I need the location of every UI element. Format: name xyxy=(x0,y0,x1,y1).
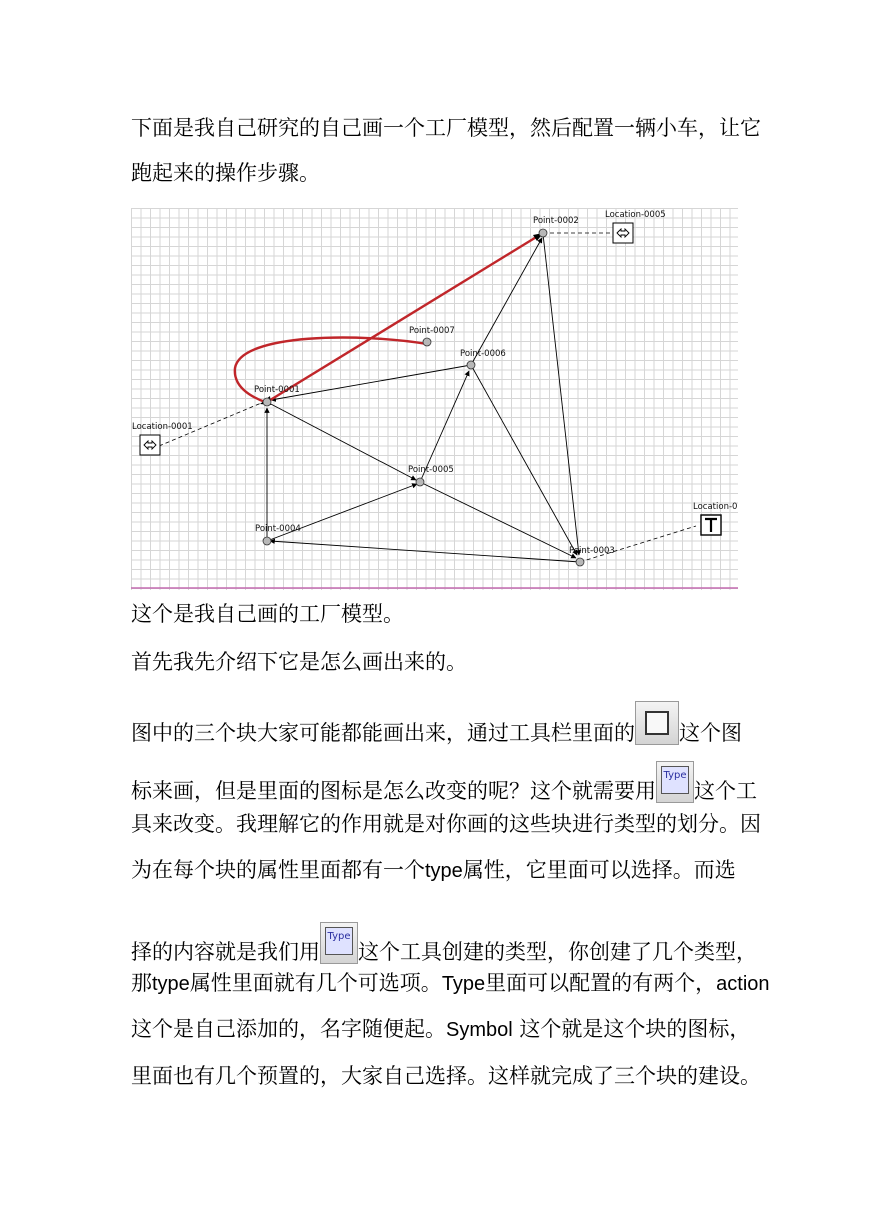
p3-line-3: 具来改变。我理解它的作用就是对你画的这些块进行类型的划分。因 xyxy=(131,812,761,836)
type-tool-label: Type xyxy=(661,766,689,794)
label-point-0001: Point-0001 xyxy=(254,385,300,395)
p3-line-2-text-b: 这个工 xyxy=(694,779,757,803)
location-0001-icon xyxy=(140,435,160,455)
figure-caption: 这个是我自己画的工厂模型。 xyxy=(131,602,404,626)
p3-line-6-text-c: 里面可以配置的有两个， xyxy=(485,971,717,995)
point-0007 xyxy=(423,338,431,346)
factory-model-svg xyxy=(131,208,738,590)
p3-line-5-text-a: 择的内容就是我们用 xyxy=(131,940,320,964)
label-point-0003: Point-0003 xyxy=(569,546,615,556)
point-0001 xyxy=(263,398,271,406)
p3-line-7-text-b: 这个就是这个块的图标， xyxy=(512,1017,751,1041)
block-tool-icon xyxy=(635,701,679,745)
path-p6-p2 xyxy=(471,238,542,365)
label-point-0004: Point-0004 xyxy=(255,524,301,534)
point-0003 xyxy=(576,558,584,566)
label-location-0001: Location-0001 xyxy=(132,422,193,432)
type-tool-icon-2 xyxy=(320,922,358,964)
type-tool-label-2: Type xyxy=(325,927,353,955)
p3-line-4-text-b: 属性，它里面可以选择。而选 xyxy=(462,858,736,882)
path-p2-p3 xyxy=(543,234,579,555)
p3-line-7-symbol: Symbol xyxy=(446,1019,513,1041)
label-location-0003: Location-0 xyxy=(693,502,738,512)
p3-line-6-action: action xyxy=(716,973,770,995)
p3-line-2-text-a: 标来画，但是里面的图标是怎么改变的呢？这个就需要用 xyxy=(131,779,656,803)
p3-line-6-type: type xyxy=(152,973,190,995)
path-p3-p4 xyxy=(270,541,580,562)
point-0002 xyxy=(539,229,547,237)
link-p3-loc3 xyxy=(580,526,696,562)
paragraph-2: 首先我先介绍下它是怎么画出来的。 xyxy=(131,650,467,674)
intro-line-2: 跑起来的操作步骤。 xyxy=(131,161,320,185)
p3-line-4 xyxy=(131,856,736,885)
label-point-0005: Point-0005 xyxy=(408,465,454,475)
p3-line-1-text-a: 图中的三个块大家可能都能画出来，通过工具栏里面的 xyxy=(131,721,635,745)
label-point-0002: Point-0002 xyxy=(533,216,579,226)
p3-line-7 xyxy=(131,1015,750,1044)
location-0005-icon xyxy=(613,223,633,243)
p3-line-1-text-b: 这个图 xyxy=(679,721,742,745)
p3-line-5 xyxy=(131,922,757,966)
point-0004 xyxy=(263,537,271,545)
point-0005 xyxy=(416,478,424,486)
path-p5-p3 xyxy=(420,482,576,558)
p3-line-8: 里面也有几个预置的，大家自己选择。这样就完成了三个块的建设。 xyxy=(131,1064,761,1088)
intro-line-1: 下面是我自己研究的自己画一个工厂模型，然后配置一辆小车，让它 xyxy=(131,116,761,140)
p3-line-6 xyxy=(131,969,770,998)
p3-line-2 xyxy=(131,761,757,805)
path-p1-p5 xyxy=(267,402,416,480)
p3-line-4-text-a: 为在每个块的属性里面都有一个 xyxy=(131,858,425,882)
point-0006 xyxy=(467,361,475,369)
label-point-0006: Point-0006 xyxy=(460,349,506,359)
p3-line-5-text-b: 这个工具创建的类型，你创建了几个类型， xyxy=(358,940,757,964)
p3-line-6-Type: Type xyxy=(441,973,486,995)
p3-line-4-type: type xyxy=(425,860,463,882)
location-0003-icon xyxy=(701,515,721,535)
p3-line-1 xyxy=(131,701,742,747)
factory-model-diagram xyxy=(131,208,738,590)
type-tool-icon xyxy=(656,761,694,803)
p3-line-6-text-b: 属性里面就有几个可选项。 xyxy=(189,971,442,995)
label-location-0005: Location-0005 xyxy=(605,210,666,220)
p3-line-7-text-a: 这个是自己添加的，名字随便起。 xyxy=(131,1017,446,1041)
p3-line-6-text-a: 那 xyxy=(131,971,152,995)
label-point-0007: Point-0007 xyxy=(409,326,455,336)
